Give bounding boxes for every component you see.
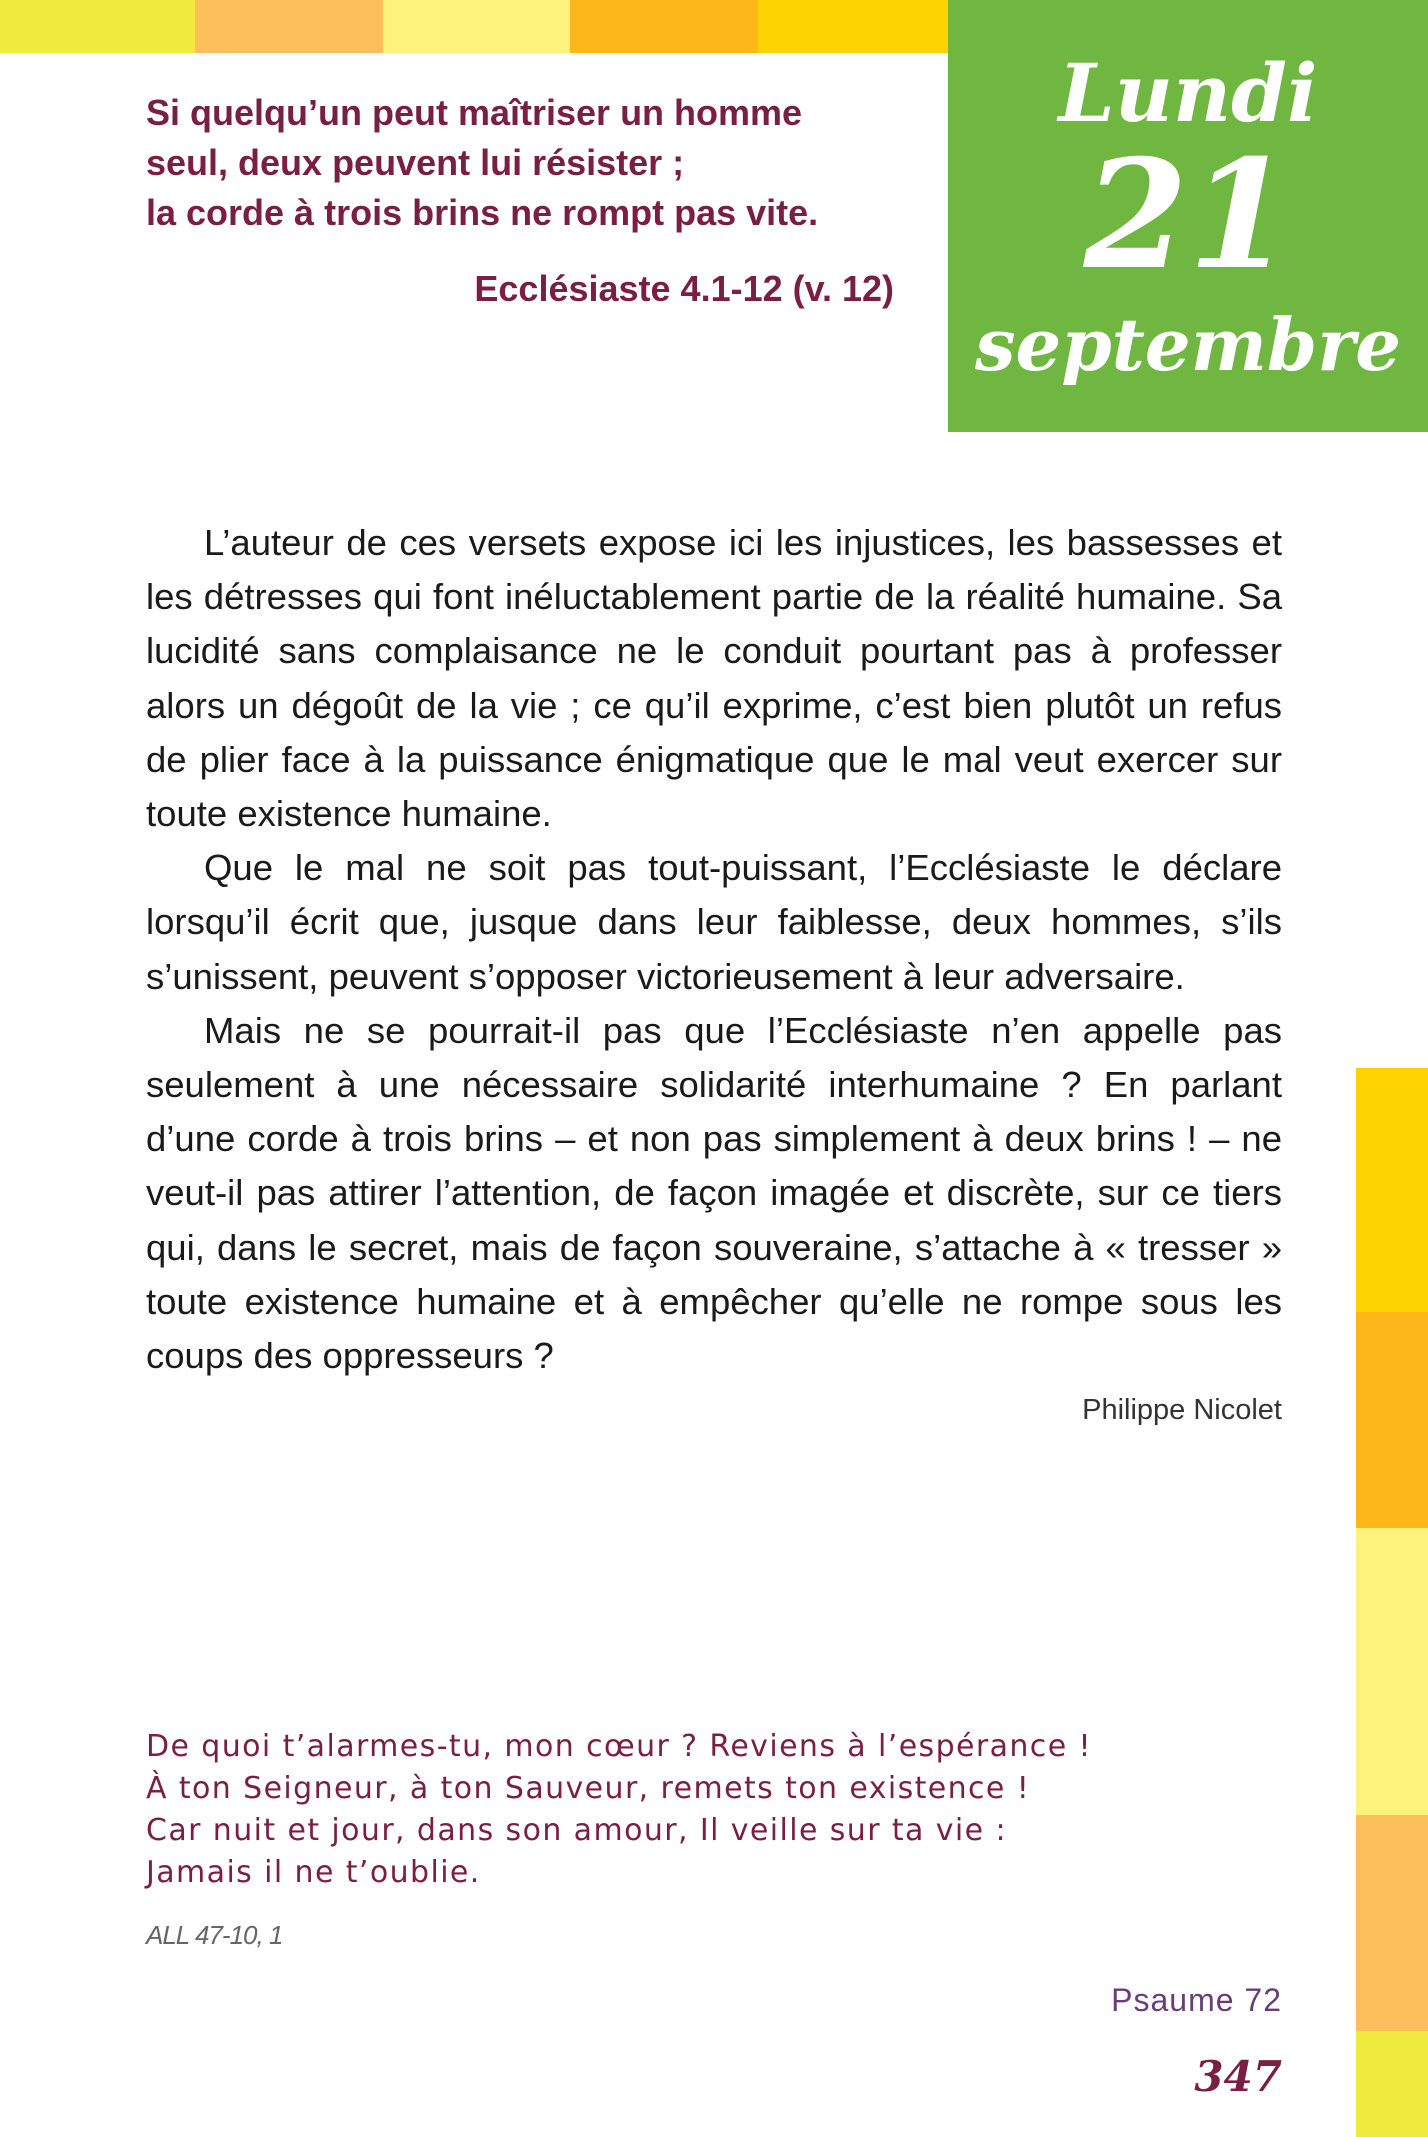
page-number: 347 [1194,2052,1282,2101]
side-tab-5 [1356,2031,1428,2137]
stripe-2 [195,0,383,53]
date-box [948,0,1428,432]
side-tab-4 [1356,1815,1428,2031]
verse-reference: Ecclésiaste 4.1-12 (v. 12) [474,268,894,309]
side-tab-2 [1356,1312,1428,1528]
meditation-text [146,516,1282,1383]
date-weekday: Lundi [1058,46,1318,140]
side-tab-1 [1356,1068,1428,1312]
paragraph: Que le mal ne soit pas tout-puissant, l’Ecclésiaste le déclare lorsqu’il écrit que, jusque dans leur faiblesse, deux hommes, s’ils s’unissent, peuvent s’opposer victorieusement à leur adversaire. [146,847,1282,997]
quote-line: seul, deux peuvent lui résister ; [146,142,685,183]
paragraph: Mais ne se pourrait-il pas que l’Ecclésiaste n’en appelle pas seulement à une nécessaire solidarité interhumaine ? En parlant d’une corde à trois brins – et non pas simplement à deux brins ! – ne veut-il pas attirer l’attention, de façon imagée et discrète, sur ce tiers qui, dans le secret, mais de façon souveraine, s’attache à « tresser » toute existence humaine et à empêcher qu’elle ne rompe sous les coups des oppresseurs ? [146,1009,1282,1377]
hymn-stanza [146,1726,1146,1894]
stripe-5 [758,0,948,53]
paragraph: L’auteur de ces versets expose ici les injustices, les bassesses et les détresses qui font inéluctablement partie de la réalité humaine. Sa lucidité sans complaisance ne le conduit pourtant pas à professer alors un dégoût de la vie ; ce qu’il exprime, c’est bien plutôt un refus de plier face à la puissance énigmatique que le mal veut exercer sur toute existence humaine. [146,522,1282,835]
quote-line: la corde à trois brins ne rompt pas vite. [146,192,819,233]
daily-reading: Psaume 72 [1111,1982,1282,2018]
hymn-line: Car nuit et jour, dans son amour, Il veille sur ta vie : [146,1813,1007,1848]
top-color-stripes [0,0,948,53]
date-month: septembre [974,302,1402,387]
side-color-tabs [1356,1068,1428,2137]
side-tab-3 [1356,1528,1428,1815]
hymn-line: Jamais il ne t’oublie. [146,1855,481,1890]
hymn-reference: ALL 47-10, 1 [146,1920,283,1950]
hymn-line: De quoi t’alarmes-tu, mon cœur ? Reviens à l’espérance ! [146,1729,1092,1764]
stripe-1 [0,0,195,53]
date-day-number: 21 [1083,127,1293,303]
hymn-line: À ton Seigneur, à ton Sauveur, remets ton existence ! [146,1771,1031,1806]
author-name: Philippe Nicolet [1082,1394,1282,1426]
stripe-4 [570,0,758,53]
stripe-3 [383,0,570,53]
quote-line: Si quelqu’un peut maîtriser un homme [146,92,803,133]
verse-quote [146,88,926,238]
